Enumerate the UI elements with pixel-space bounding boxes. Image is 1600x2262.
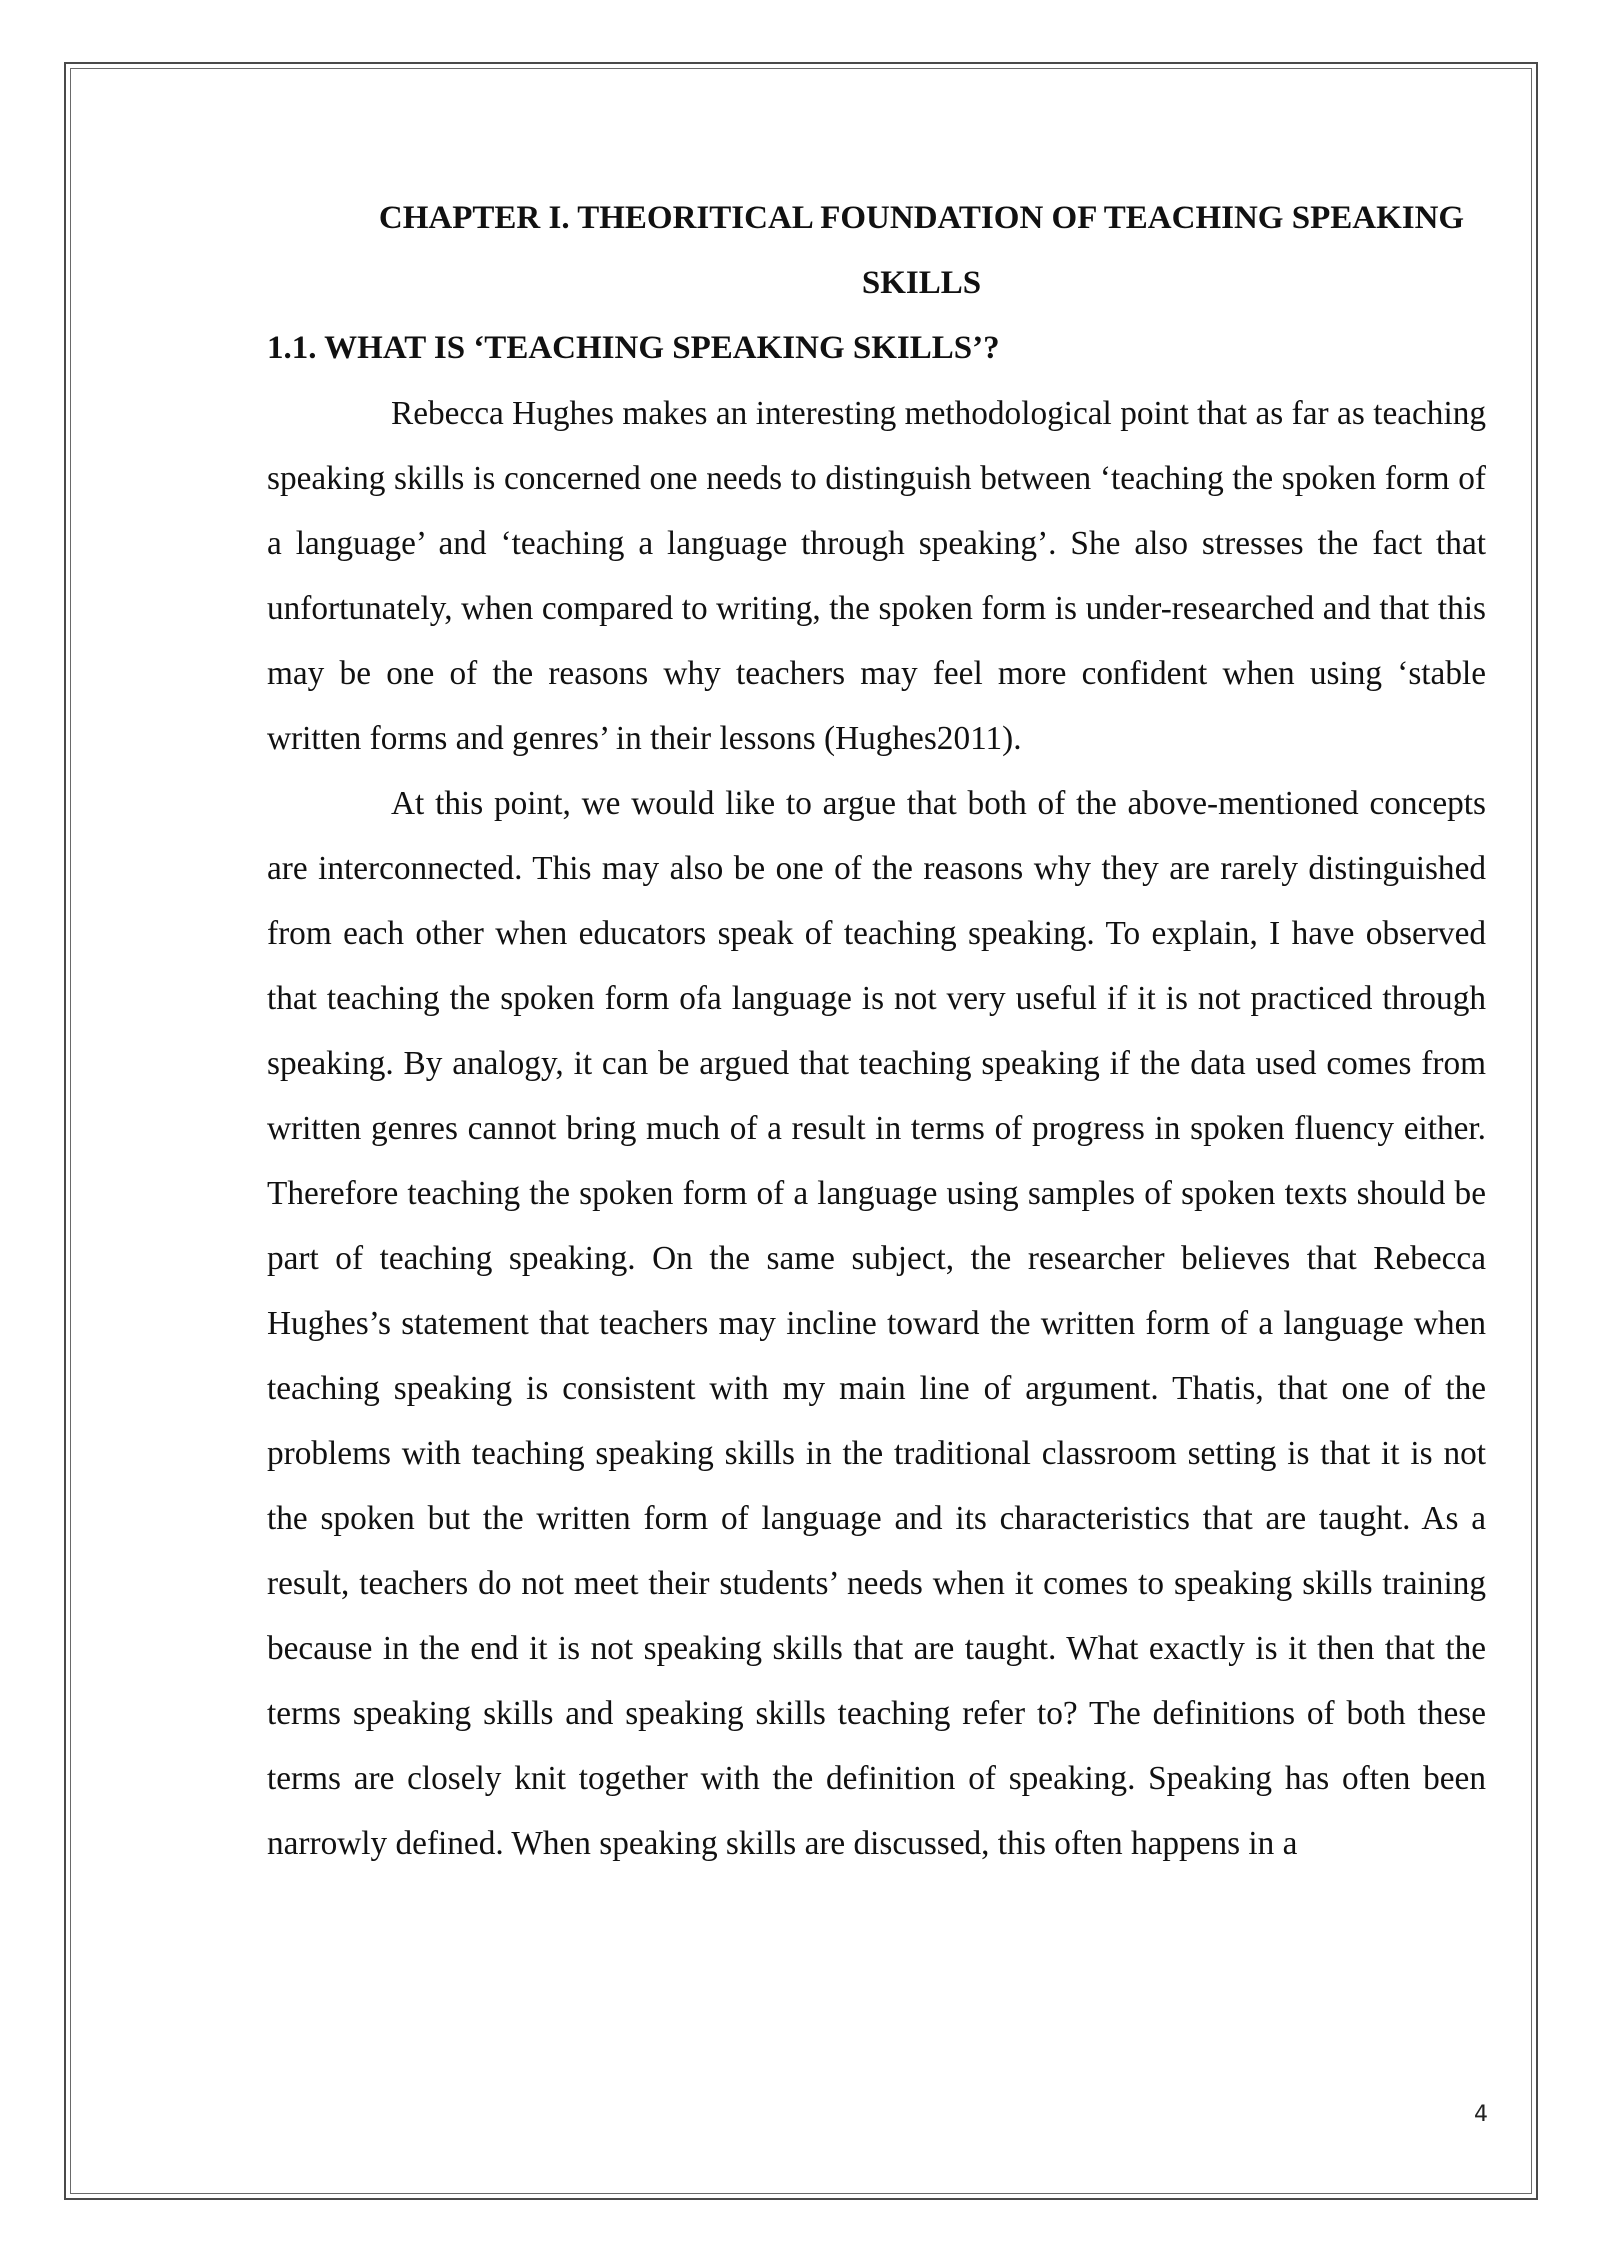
document-body <box>267 186 1486 1876</box>
paragraph: Rebecca Hughes makes an interesting methodological point that as far as teaching speaking skills is concerned one needs to distinguish between ‘teaching the spoken form of a language’ and ‘teaching a language through speaking’. She also stresses the fact that unfortunately, when compared to writing, the spoken form is under-researched and that this may be one of the reasons why teachers may feel more confident when using ‘stable written forms and genres’ in their lessons (Hughes2011). <box>267 395 1486 757</box>
paragraph: At this point, we would like to argue that both of the above-mentioned concepts are interconnected. This may also be one of the reasons why they are rarely distinguished from each other when educators speak of teaching speaking. To explain, I have observed that teaching the spoken form ofa language is not very useful if it is not practiced through speaking. By analogy, it can be argued that teaching speaking if the data used comes from written genres cannot bring much of a result in terms of progress in spoken fluency either. Therefore teaching the spoken form of a language using samples of spoken texts should be part of teaching speaking. On the same subject, the researcher believes that Rebecca Hughes’s statement that teachers may incline toward the written form of a language when teaching speaking is consistent with my main line of argument. Thatis, that one of the problems with teaching speaking skills in the traditional classroom setting is that it is not the spoken but the written form of language and its characteristics that are taught. As a result, teachers do not meet their students’ needs when it comes to speaking skills training because in the end it is not speaking skills that are taught. What exactly is it then that the terms speaking skills and speaking skills teaching refer to? The definitions of both these terms are closely knit together with the definition of speaking. Speaking has often been narrowly defined. When speaking skills are discussed, this often happens in a <box>267 785 1486 1862</box>
chapter-title: CHAPTER I. THEORITICAL FOUNDATION OF TEACHING SPEAKING SKILLS <box>378 200 1465 301</box>
page-number: 4 <box>1474 2102 1488 2127</box>
section-heading: 1.1. WHAT IS ‘TEACHING SPEAKING SKILLS’? <box>267 330 1000 366</box>
